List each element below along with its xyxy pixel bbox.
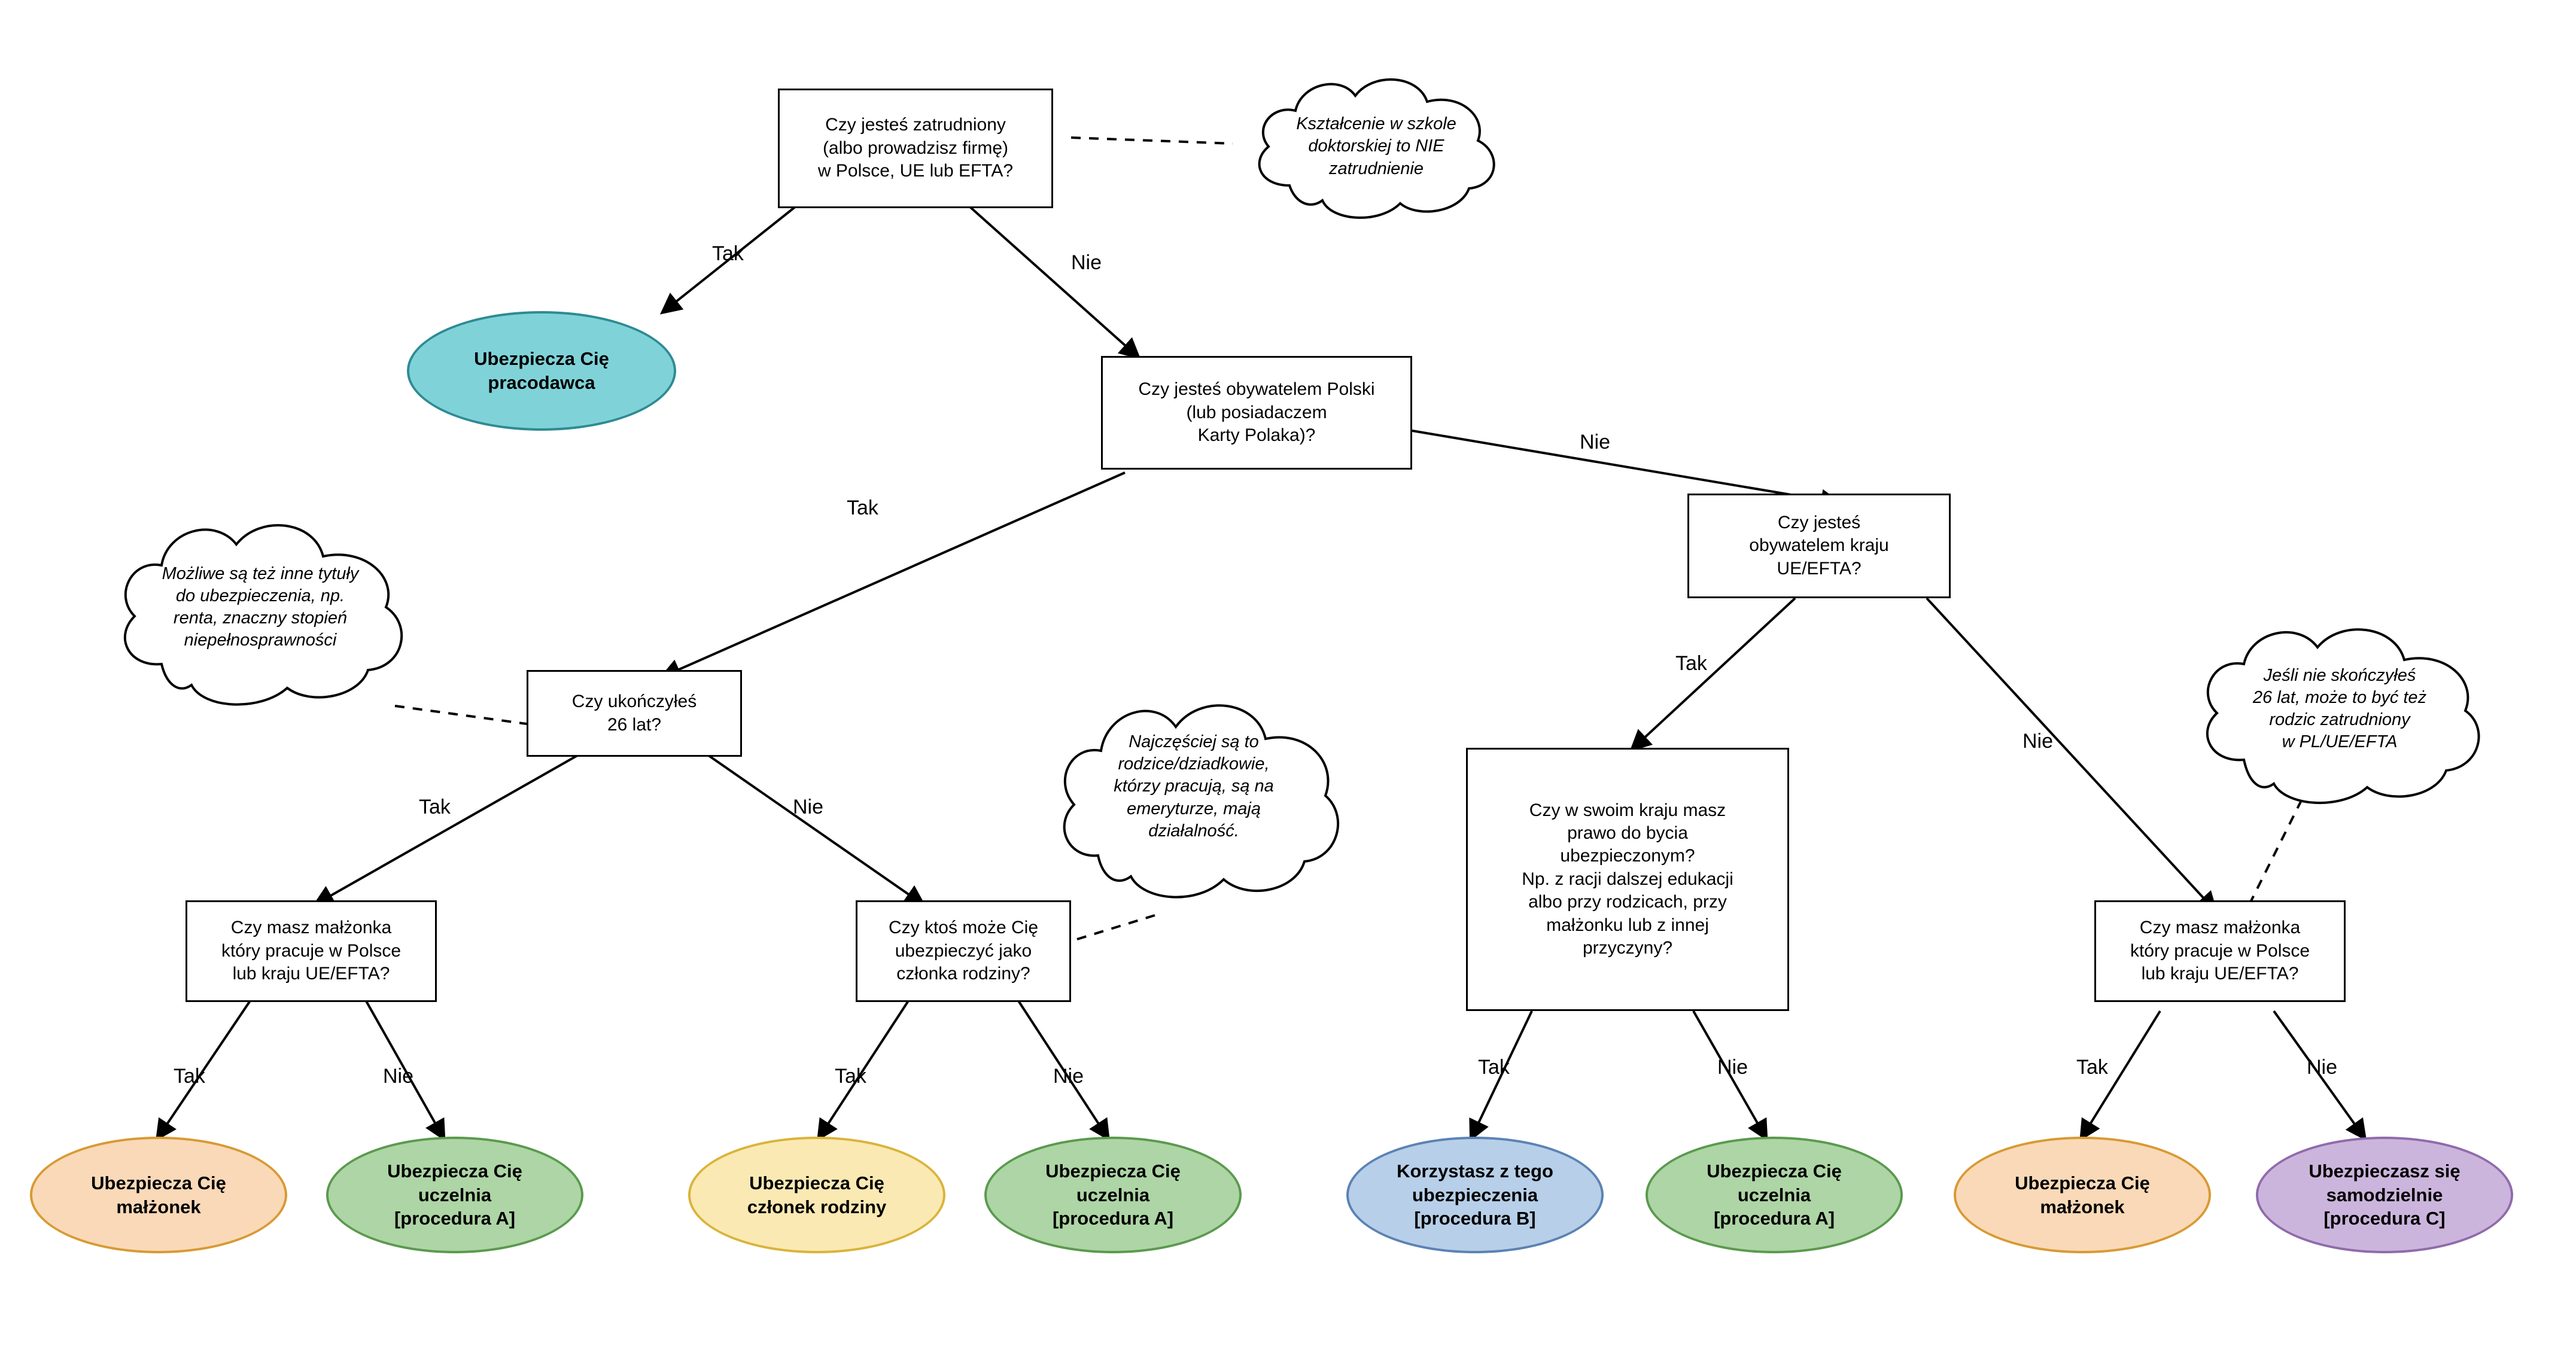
decision-spouse-right[interactable]: [2094, 900, 2346, 1002]
note-under26-line3: rodzic zatrudniony: [2269, 710, 2410, 729]
note-other-titles-text: [96, 497, 425, 718]
edge-label-age26-tak: Tak: [419, 796, 451, 818]
edge-label-employed-nie: Nie: [1071, 251, 1102, 274]
edge-label-home-country-nie: Nie: [1717, 1056, 1748, 1079]
edge-label-spouse-right-nie: Nie: [2307, 1056, 2338, 1079]
outcome-university-2-line1: Ubezpiecza Cię: [1045, 1160, 1181, 1182]
decision-home-country-line7: przyczyny?: [1582, 937, 1673, 958]
outcome-self-insured-line1: Ubezpieczasz się: [2309, 1160, 2461, 1182]
decision-home-country-line4: Np. z racji dalszej edukacji: [1522, 869, 1733, 889]
edge-label-employed-tak: Tak: [712, 242, 744, 265]
decision-polish-citizen-line2: (lub posiadaczem: [1186, 402, 1327, 422]
decision-family-member[interactable]: [856, 900, 1071, 1002]
note-under26-text: [2178, 610, 2501, 808]
edge-label-spouse-left-tak: Tak: [174, 1065, 205, 1088]
decision-spouse-right-line2: który pracuje w Polsce: [2130, 940, 2310, 961]
decision-family-member-line3: członka rodziny?: [896, 964, 1030, 984]
decision-spouse-left-line1: Czy masz małżonka: [230, 918, 392, 938]
outcome-self-insured-line3: [procedura C]: [2323, 1208, 2446, 1229]
edge-label-citizen-pl-nie: Nie: [1580, 431, 1611, 453]
outcome-employer[interactable]: [407, 311, 676, 431]
decision-age-26-line1: Czy ukończyłeś: [571, 692, 697, 712]
edge-label-citizen-pl-tak: Tak: [847, 497, 878, 519]
note-family-line3: którzy pracują, są na: [1114, 777, 1274, 796]
note-family-cloud: [1038, 658, 1349, 915]
edge-label-home-country-tak: Tak: [1478, 1056, 1510, 1079]
decision-polish-citizen-line3: Karty Polaka)?: [1197, 425, 1316, 446]
note-other-titles-cloud: [96, 497, 425, 718]
edge-label-family-nie: Nie: [1053, 1065, 1084, 1088]
note-under26-cloud: [2178, 610, 2501, 808]
decision-family-member-line2: ubezpieczyć jako: [895, 940, 1032, 961]
decision-home-country-line1: Czy w swoim kraju masz: [1529, 800, 1726, 820]
decision-employed-line1: Czy jesteś zatrudniony: [825, 115, 1006, 135]
decision-spouse-left-line2: który pracuje w Polsce: [221, 940, 402, 961]
decision-home-country-line6: małżonku lub z innej: [1546, 915, 1709, 935]
outcome-own-insurance-line2: ubezpieczenia: [1412, 1184, 1538, 1205]
outcome-spouse-2-line1: Ubezpiecza Cię: [2015, 1172, 2150, 1193]
outcome-family-member-line1: Ubezpiecza Cię: [749, 1172, 884, 1193]
note-phd-line3: zatrudnienie: [1329, 159, 1424, 178]
note-other-titles-line2: do ubezpieczenia, np.: [175, 586, 345, 605]
outcome-self-insured-line2: samodzielnie: [2326, 1184, 2443, 1205]
decision-eu-citizen[interactable]: [1687, 494, 1951, 598]
outcome-spouse-1-line1: Ubezpiecza Cię: [91, 1172, 226, 1193]
outcome-university-1-line3: [procedura A]: [394, 1208, 516, 1229]
outcome-spouse-1-line2: małżonek: [116, 1196, 201, 1217]
decision-eu-citizen-line3: UE/EFTA?: [1777, 558, 1862, 578]
outcome-university-2-line3: [procedura A]: [1052, 1208, 1174, 1229]
outcome-university-1-line2: uczelnia: [418, 1184, 492, 1205]
decision-home-country-line2: prawo do bycia: [1567, 823, 1688, 844]
outcome-spouse-2-line2: małżonek: [2040, 1196, 2125, 1217]
note-phd-line2: doktorskiej to NIE: [1308, 136, 1444, 156]
edge-label-eu-nie: Nie: [2023, 730, 2054, 753]
outcome-university-3[interactable]: [1646, 1137, 1903, 1253]
outcome-own-insurance-line1: Korzystasz z tego: [1397, 1160, 1553, 1182]
note-phd-line1: Kształcenie w szkole: [1296, 114, 1456, 134]
decision-eu-citizen-line1: Czy jesteś: [1777, 512, 1861, 532]
decision-age-26-line2: 26 lat?: [607, 714, 662, 735]
decision-employed[interactable]: [778, 89, 1053, 208]
outcome-spouse-2[interactable]: [1954, 1137, 2211, 1253]
outcome-family-member-line2: członek rodziny: [747, 1196, 887, 1217]
note-family-text: [1038, 658, 1349, 915]
outcome-employer-line2: pracodawca: [488, 372, 595, 393]
outcome-own-insurance-line3: [procedura B]: [1414, 1208, 1536, 1229]
decision-family-member-line1: Czy ktoś może Cię: [888, 918, 1039, 938]
note-family-line2: rodzice/dziadkowie,: [1118, 754, 1270, 774]
decision-employed-line3: w Polsce, UE lub EFTA?: [817, 161, 1014, 181]
decision-home-country-rights[interactable]: [1466, 748, 1789, 1011]
decision-polish-citizen-line1: Czy jesteś obywatelem Polski: [1138, 379, 1375, 400]
outcome-university-2[interactable]: [984, 1137, 1242, 1253]
decision-spouse-right-line1: Czy masz małżonka: [2139, 918, 2301, 938]
note-under26-line1: Jeśli nie skończyłeś: [2263, 665, 2416, 685]
outcome-university-3-line1: Ubezpiecza Cię: [1707, 1160, 1842, 1182]
note-family-line5: działalność.: [1148, 821, 1239, 841]
note-family-line1: Najczęściej są to: [1129, 732, 1259, 752]
edge-label-spouse-left-nie: Nie: [383, 1065, 414, 1088]
edge-label-eu-tak: Tak: [1675, 652, 1707, 675]
edge-label-age26-nie: Nie: [793, 796, 824, 818]
outcome-employer-line1: Ubezpiecza Cię: [474, 348, 609, 370]
edge-label-family-tak: Tak: [835, 1065, 866, 1088]
note-phd-text: [1227, 66, 1526, 227]
note-family-line4: emeryturze, mają: [1126, 799, 1261, 818]
note-under26-line4: w PL/UE/EFTA: [2282, 732, 2398, 752]
decision-spouse-right-line3: lub kraju UE/EFTA?: [2141, 964, 2299, 984]
note-other-titles-line1: Możliwe są też inne tytuły: [162, 564, 359, 583]
outcome-university-1-line1: Ubezpiecza Cię: [387, 1160, 522, 1182]
decision-spouse-left[interactable]: [185, 900, 437, 1002]
decision-home-country-line3: ubezpieczonym?: [1560, 846, 1695, 866]
outcome-university-3-line3: [procedura A]: [1713, 1208, 1835, 1229]
outcome-university-2-line2: uczelnia: [1076, 1184, 1150, 1205]
decision-polish-citizen[interactable]: [1101, 356, 1412, 470]
edge-label-spouse-right-tak: Tak: [2076, 1056, 2108, 1079]
outcome-spouse-1[interactable]: [30, 1137, 287, 1253]
note-other-titles-line3: renta, znaczny stopień: [173, 608, 348, 628]
note-under26-line2: 26 lat, może to być też: [2252, 687, 2427, 707]
decision-employed-line2: (albo prowadzisz firmę): [822, 138, 1009, 158]
note-other-titles-line4: niepełnosprawności: [184, 631, 337, 650]
decision-eu-citizen-line2: obywatelem kraju: [1749, 535, 1889, 556]
outcome-self-insured[interactable]: [2256, 1137, 2513, 1253]
outcome-university-3-line2: uczelnia: [1737, 1184, 1811, 1205]
decision-home-country-line5: albo przy rodzicach, przy: [1528, 892, 1727, 912]
outcome-family-member[interactable]: [688, 1137, 945, 1253]
outcome-university-1[interactable]: [326, 1137, 583, 1253]
outcome-own-insurance[interactable]: [1346, 1137, 1604, 1253]
note-phd-cloud: [1227, 66, 1526, 227]
decision-age-26[interactable]: [527, 670, 742, 757]
decision-spouse-left-line3: lub kraju UE/EFTA?: [232, 964, 390, 984]
